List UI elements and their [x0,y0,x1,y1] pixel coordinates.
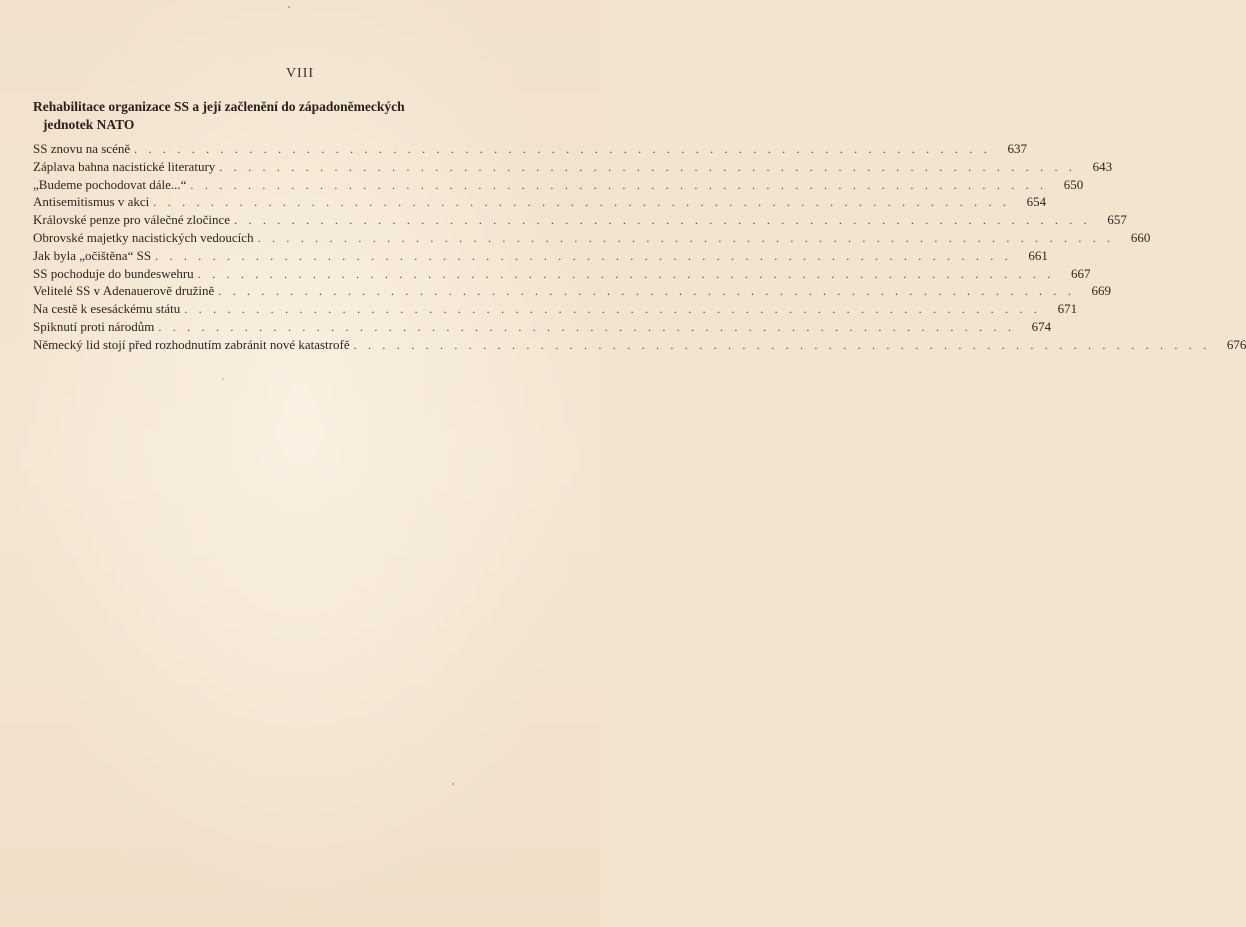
toc-entry-title: Královské penze pro válečné zločince [33,212,231,228]
toc-entry-page: 654 [1026,194,1047,210]
toc-leader-dots: . . . . . . . . . . . . . . . . . . . . . . . . . . . . . . . . . . . . . . . . . . . . . . . . . . . . . . . . . . . . [190,177,1048,192]
toc-entry [33,336,1246,354]
toc-entry [33,300,1078,318]
toc-entry-title: SS pochoduje do bundeswehru [33,265,194,281]
toc-entry [33,318,1052,336]
section-heading-line2: jednotek NATO [43,117,135,132]
toc-entry-page: 667 [1071,265,1091,281]
toc-entry-title: Velitelé SS v Adenauerově družině [33,283,215,299]
toc-entry-title: Spiknutí proti národům [33,318,155,334]
paper-speck [452,783,454,785]
toc-entry-title: Německý lid stojí před rozhodnutím zabránit nové katastrofě [33,336,350,352]
section-heading-line1: Rehabilitace organizace SS a její začlenění do západoněmeckých [33,99,405,114]
toc-entry-page: 660 [1130,229,1151,245]
toc-entry-title: Jak byla „očištěna“ SS [33,247,152,263]
toc-entry [33,247,1048,265]
toc-entry [33,211,1127,229]
toc-entry-title: Záplava bahna nacistické literatury [33,158,216,174]
toc-entry-page: 657 [1107,212,1127,228]
toc-entry [33,282,1112,300]
toc-entry-title: Antisemitismus v akci [33,194,150,210]
paper-speck [288,6,290,8]
toc-leader-dots: . . . . . . . . . . . . . . . . . . . . . . . . . . . . . . . . . . . . . . . . . . . . . . . . . . . . . . . . . . . . [155,248,1012,263]
toc-entry-page: 637 [1007,141,1027,156]
toc-entry-page: 661 [1028,247,1048,263]
paper-speck [222,378,224,380]
toc-entry [33,158,1113,176]
toc-entry-page: 643 [1092,158,1113,174]
toc-leader-dots: . . . . . . . . . . . . . . . . . . . . . . . . . . . . . . . . . . . . . . . . . . . . . . . . . . . . . . . . . . . . [218,284,1076,299]
toc-entry-title: SS znovu na scéně [33,141,131,156]
toc-entry [33,140,1027,158]
toc-leader-dots: . . . . . . . . . . . . . . . . . . . . . . . . . . . . . . . . . . . . . . . . . . . . . . . . . . . . . . . . . . . . [153,195,1011,210]
toc-entry-page: 650 [1063,176,1084,192]
table-of-contents [33,140,1246,354]
toc-leader-dots: . . . . . . . . . . . . . . . . . . . . . . . . . . . . . . . . . . . . . . . . . . . . . . . . . . . . . . . . . . . . [219,159,1077,174]
toc-entry-page: 674 [1031,318,1052,334]
toc-entry [33,176,1084,194]
section-heading [33,98,513,134]
toc-leader-dots: . . . . . . . . . . . . . . . . . . . . . . . . . . . . . . . . . . . . . . . . . . . . . . . . . . . . . . . . . . . . [134,142,991,156]
toc-entry [33,229,1151,247]
page-number: VIII [285,66,315,81]
toc-leader-dots: . . . . . . . . . . . . . . . . . . . . . . . . . . . . . . . . . . . . . . . . . . . . . . . . . . . . . . . . . . . . [197,266,1055,281]
toc-entry [33,193,1047,211]
toc-leader-dots: . . . . . . . . . . . . . . . . . . . . . . . . . . . . . . . . . . . . . . . . . . . . . . . . . . . . . . . . . . . . [257,230,1115,245]
toc-leader-dots: . . . . . . . . . . . . . . . . . . . . . . . . . . . . . . . . . . . . . . . . . . . . . . . . . . . . . . . . . . . . [234,213,1091,228]
toc-entry [33,265,1091,283]
toc-entry-page: 671 [1057,301,1078,317]
toc-entry-page: 669 [1091,283,1112,299]
toc-leader-dots: . . . . . . . . . . . . . . . . . . . . . . . . . . . . . . . . . . . . . . . . . . . . . . . . . . . . . . . . . . . . [158,319,1016,334]
toc-leader-dots: . . . . . . . . . . . . . . . . . . . . . . . . . . . . . . . . . . . . . . . . . . . . . . . . . . . . . . . . . . . . [184,302,1042,317]
toc-leader-dots: . . . . . . . . . . . . . . . . . . . . . . . . . . . . . . . . . . . . . . . . . . . . . . . . . . . . . . . . . . . . [353,337,1211,352]
toc-entry-page: 676 [1226,336,1246,352]
toc-entry-title: „Budeme pochodovat dále...“ [33,176,187,192]
toc-entry-title: Obrovské majetky nacistických vedoucích [33,229,254,245]
toc-entry-title: Na cestě k esesáckému státu [33,301,181,317]
